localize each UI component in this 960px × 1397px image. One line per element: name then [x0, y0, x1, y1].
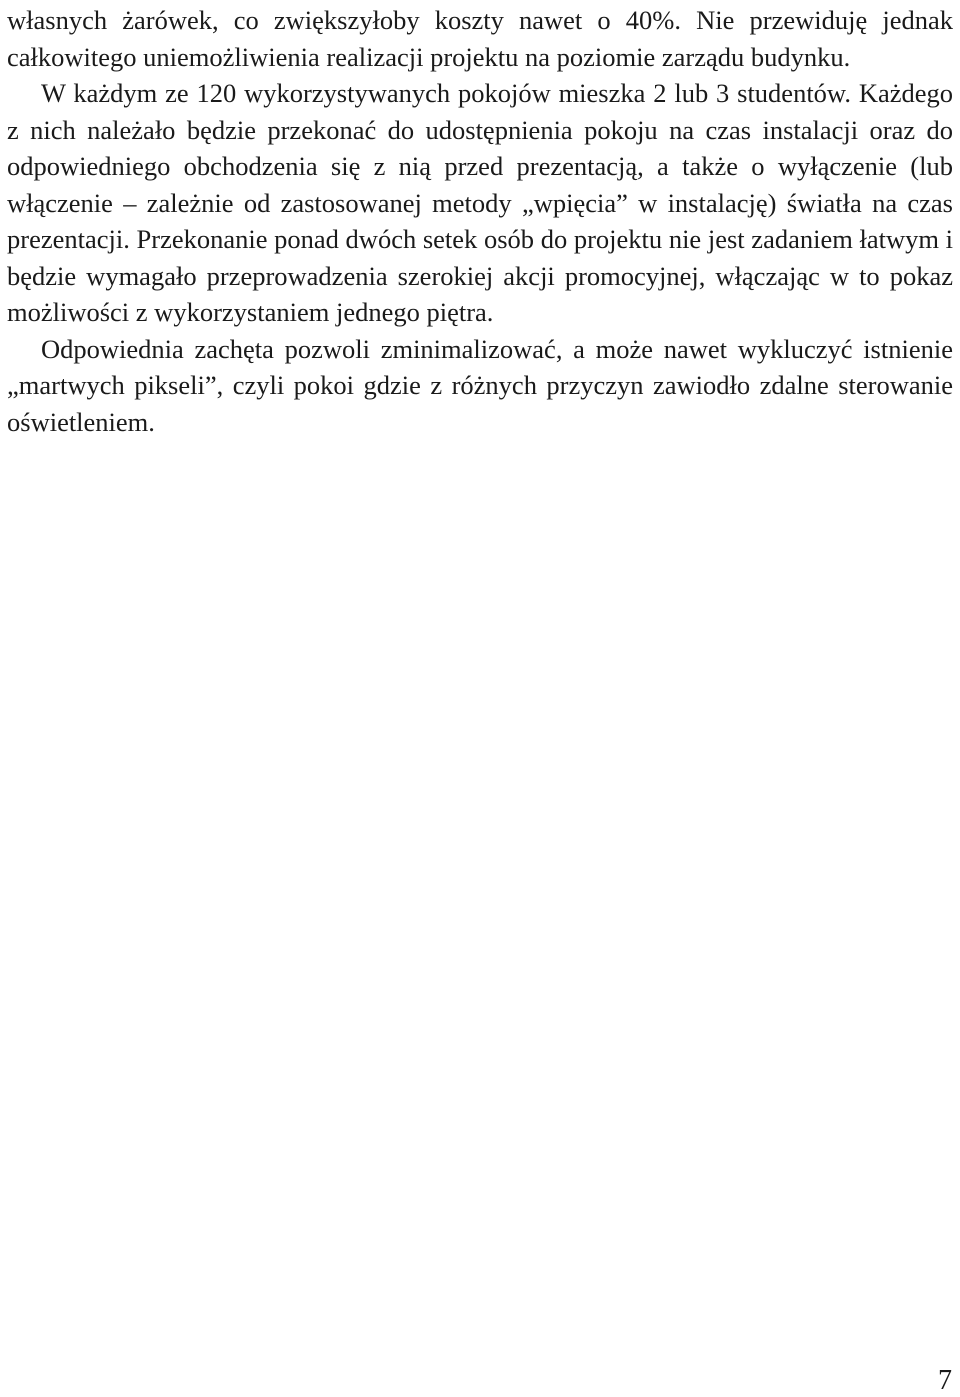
paragraph-3: Odpowiednia zachęta pozwoli zminimalizować, a może nawet wykluczyć istnienie „martwych pikseli”, czyli pokoi gdzie z różnych przyczyn zawiodło zdalne sterowanie oświetleniem.	[7, 333, 953, 437]
body-text	[7, 2, 953, 440]
page-number: 7	[938, 1365, 952, 1396]
paragraph-1: własnych żarówek, co zwiększyłoby koszty nawet o 40%. Nie przewiduję jednak całkowitego uniemożliwienia realizacji projektu na poziomie zarządu budynku.	[7, 5, 953, 72]
paragraph-2: W każdym ze 120 wykorzystywanych pokojów mieszka 2 lub 3 studentów. Każdego z nich należało będzie przekonać do udostępnienia pokoju na czas instalacji oraz do odpowiedniego obchodzenia się z nią przed prezentacją, a także o wyłączenie (lub włączenie – zależnie od zastosowanej metody „wpięcia” w instalację) światła na czas prezentacji. Przekonanie ponad dwóch setek osób do projektu nie jest zadaniem łatwym i będzie wymagało przeprowadzenia szerokiej akcji promocyjnej, włączając w to pokaz możliwości z wykorzystaniem jednego piętra.	[7, 78, 953, 327]
